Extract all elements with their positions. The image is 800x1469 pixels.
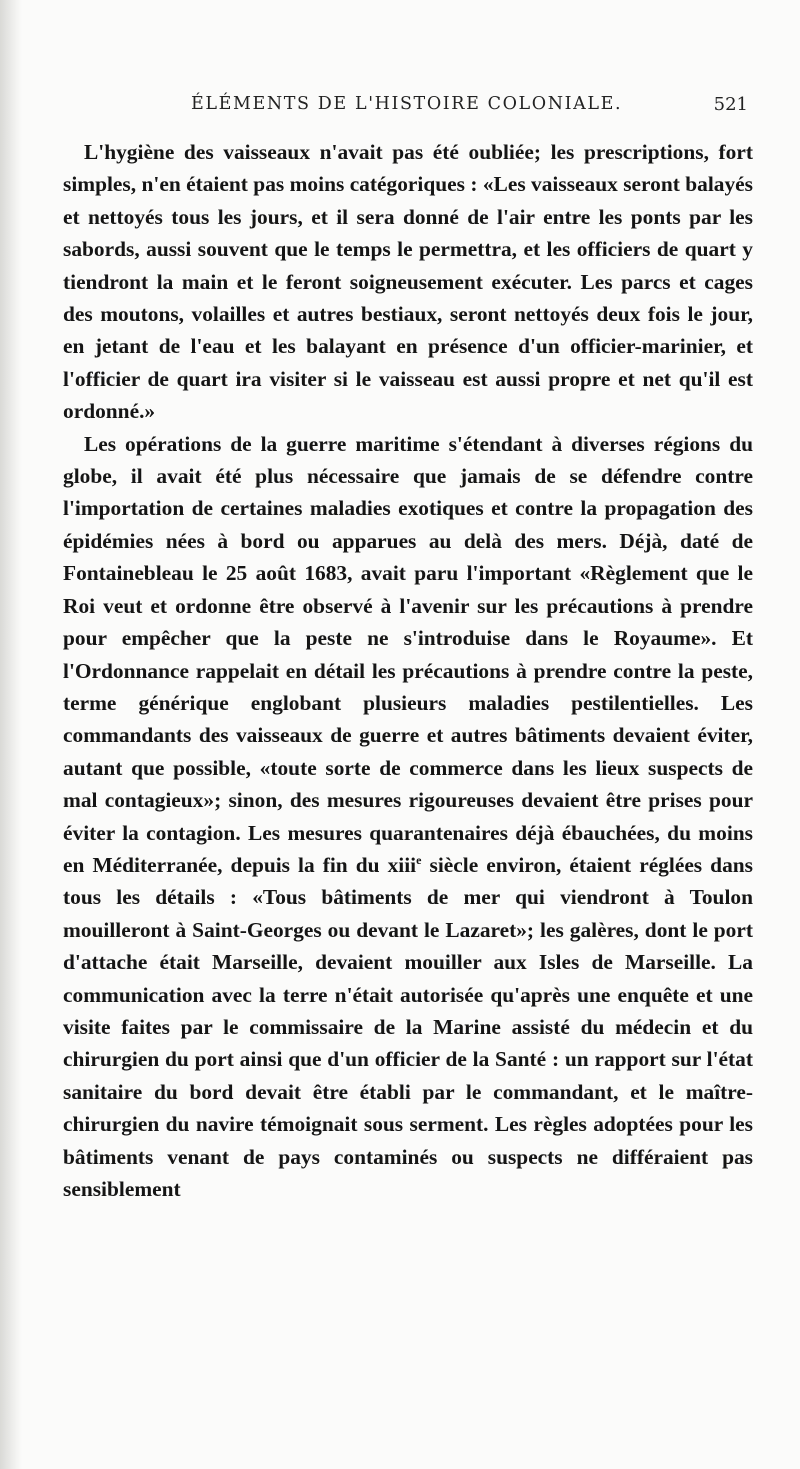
paragraph-epidemics (63, 428, 753, 1206)
running-head: ÉLÉMENTS DE L'HISTOIRE COLONIALE. (191, 94, 623, 114)
page-header (63, 94, 748, 122)
paragraph-epidemics-continuation: siècle environ, étaient réglées dans tous les détails : «Tous bâtiments de mer qui viendront à Toulon mouilleront à Saint-Georges ou devant le Lazaret»; les galères, dont le port d'attache était Marseille, devaient mouiller aux Isles de Marseille. La communication avec la terre n'était autorisée qu'après une enquête et une visite faites par le commissaire de la Marine assisté du médecin et du chirurgien du port ainsi que d'un officier de la Santé : un rapport sur l'état sanitaire du bord devait être établi par le commandant, et le maître-chirurgien du navire témoignait sous serment. Les règles adoptées pour les bâtiments venant de pays contaminés ou suspects ne différaient pas sensiblement (63, 852, 753, 1201)
paragraph-epidemics-text: Les opérations de la guerre maritime s'étendant à diverses régions du globe, il avait été plus nécessaire que jamais de se défendre contre l'importation de certaines maladies exotiques et contre la propagation des épidémies nées à bord ou apparues au delà des mers. Déjà, daté de Fontainebleau le 25 août 1683, avait paru l'important «Règlement que le Roi veut et ordonne être observé à l'avenir sur les précautions à prendre pour empêcher que la peste ne s'introduise dans le Royaume». Et l'Ordonnance rappelait en détail les précautions à prendre contre la peste, terme générique englobant plusieurs maladies pestilentielles. Les commandants des vaisseaux de guerre et autres bâtiments devaient éviter, autant que possible, «toute sorte de commerce dans les lieux suspects de mal contagieux»; sinon, des mesures rigoureuses devaient être prises pour éviter la contagion. Les mesures quarantenaires déjà ébauchées, du moins en Méditerranée, depuis la fin du xiii (63, 431, 753, 877)
paragraph-hygiene: L'hygiène des vaisseaux n'avait pas été oubliée; les prescriptions, fort simples, n'en étaient pas moins catégoriques : «Les vaisseaux seront balayés et nettoyés tous les jours, et il sera donné de l'air entre les ponts par les sabords, aussi souvent que le temps le permettra, et les officiers de quart y tiendront la main et le feront soigneusement exécuter. Les parcs et cages des moutons, volailles et autres bestiaux, seront nettoyés deux fois le jour, en jetant de l'eau et les balayant en présence d'un officier-marinier, et l'officier de quart ira visiter si le vaisseau est aussi propre et net qu'il est ordonné.» (63, 140, 753, 424)
scan-page-edge (0, 0, 22, 1469)
body-text (63, 136, 753, 1205)
century-superscript: e (416, 852, 422, 867)
page-number: 521 (713, 94, 748, 115)
